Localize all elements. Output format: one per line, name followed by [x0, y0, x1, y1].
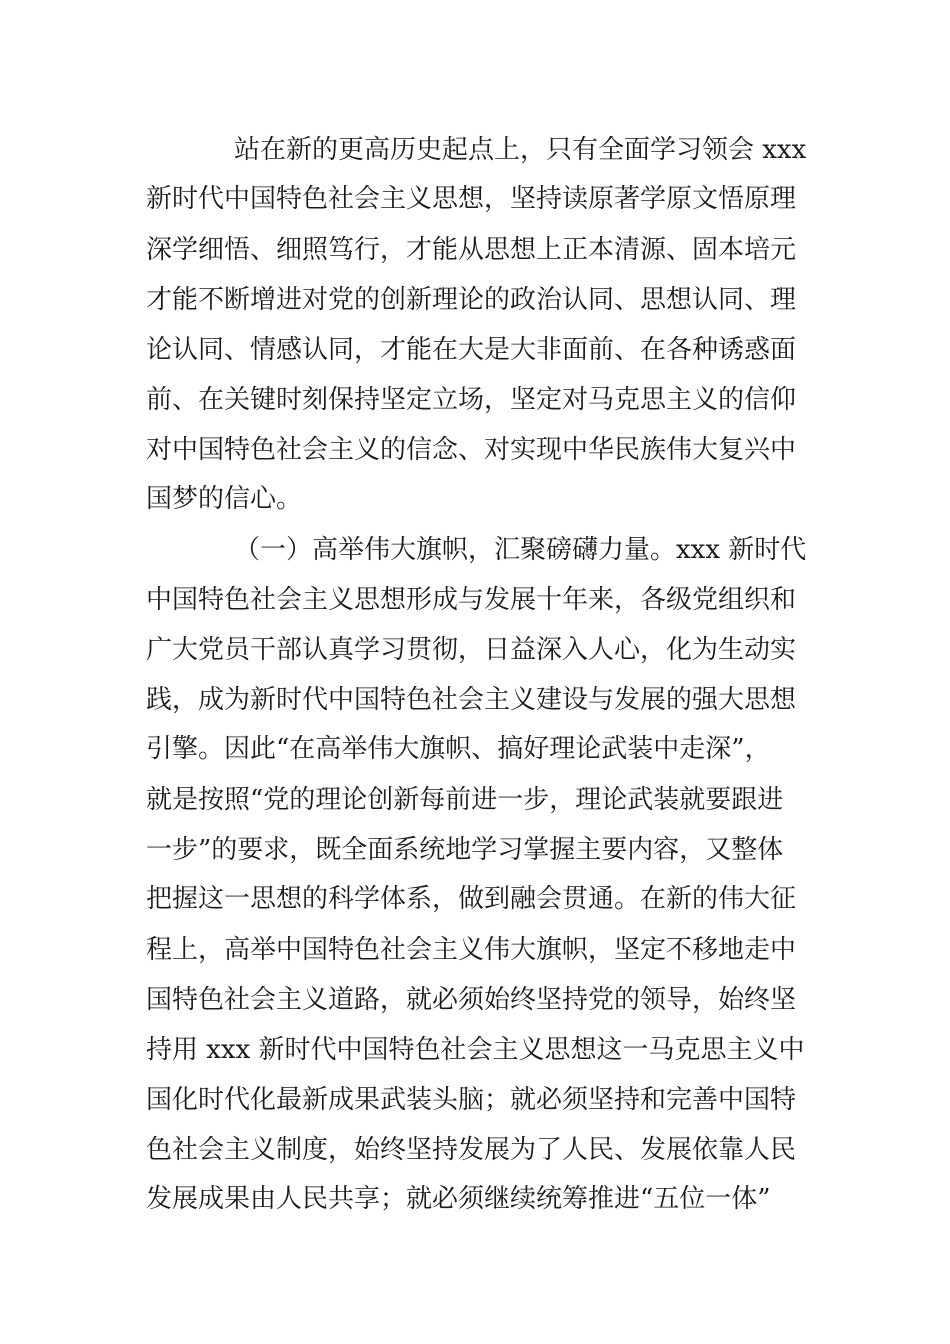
paragraph-1-line-2: 新时代中国特色社会主义思想，坚持读原著学原文悟原理: [146, 184, 797, 214]
paragraph-2-line-11: 持用 xxx 新时代中国特色社会主义思想这一马克思主义中: [146, 1035, 805, 1065]
paragraph-2-line-5: 引擎。因此“在高举伟大旗帜、搞好理论武装中走深”，: [146, 734, 771, 764]
paragraph-1-line-4: 才能不断增进对党的创新理论的政治认同、思想认同、理: [146, 285, 797, 315]
paragraph-1-line-7: 对中国特色社会主义的信念、对实现中华民族伟大复兴中: [146, 435, 797, 465]
paragraph-2-line-9: 程上，高举中国特色社会主义伟大旗帜，坚定不移地走中: [146, 935, 797, 965]
paragraph-1-line-5: 论认同、情感认同，才能在大是大非面前、在各种诱惑面: [146, 335, 797, 365]
paragraph-2-line-8: 把握这一思想的科学体系，做到融会贯通。在新的伟大征: [146, 884, 797, 914]
paragraph-2-line-10: 国特色社会主义道路，就必须始终坚持党的领导，始终坚: [146, 985, 797, 1015]
paragraph-2-line-6: 就是按照“党的理论创新每前进一步，理论武装就要跟进: [146, 785, 784, 815]
paragraph-2-line-2: 中国特色社会主义思想形成与发展十年来，各级党组织和: [146, 585, 797, 615]
paragraph-2-line-7: 一步”的要求，既全面系统地学习掌握主要内容，又整体: [146, 835, 784, 865]
paragraph-2-line-1: （一）高举伟大旗帜，汇聚磅礴力量。xxx 新时代: [234, 535, 807, 565]
paragraph-1-line-1: 站在新的更高历史起点上，只有全面学习领会 xxx: [234, 135, 807, 165]
paragraph-2-line-12: 国化时代化最新成果武装头脑；就必须坚持和完善中国特: [146, 1085, 797, 1115]
paragraph-1-line-8: 国梦的信心。: [146, 484, 303, 514]
paragraph-2-line-4: 践，成为新时代中国特色社会主义建设与发展的强大思想: [146, 685, 797, 715]
paragraph-2-line-3: 广大党员干部认真学习贯彻，日益深入人心，化为生动实: [146, 635, 797, 665]
paragraph-2-line-14: 发展成果由人民共享；就必须继续统筹推进“五位一体”: [146, 1184, 771, 1214]
paragraph-1-line-6: 前、在关键时刻保持坚定立场，坚定对马克思主义的信仰: [146, 385, 797, 415]
paragraph-2-line-13: 色社会主义制度，始终坚持发展为了人民、发展依靠人民: [146, 1135, 797, 1165]
paragraph-1-line-3: 深学细悟、细照笃行，才能从思想上正本清源、固本培元: [146, 235, 797, 265]
